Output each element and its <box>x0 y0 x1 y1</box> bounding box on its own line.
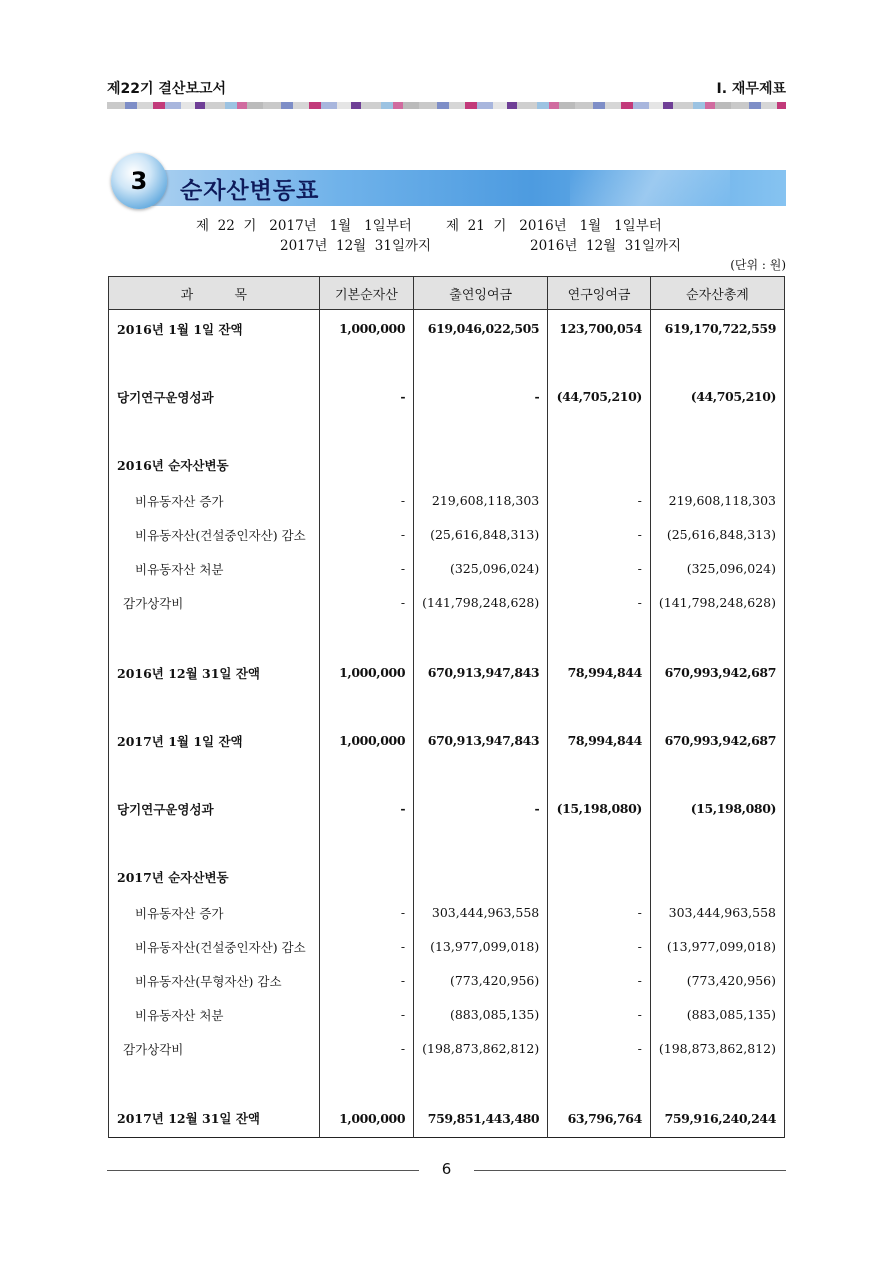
period-prior <box>446 216 681 256</box>
row-value: (198,873,862,812) <box>650 1032 784 1066</box>
period-current-end: 2017년 12월 31일까지 <box>280 238 432 254</box>
row-value <box>414 692 548 722</box>
row-label: 당기연구운영성과 <box>109 790 320 828</box>
row-label: 2016년 순자산변동 <box>109 446 320 484</box>
row-value <box>650 692 784 722</box>
row-value: - <box>319 484 414 518</box>
row-label: 2016년 1월 1일 잔액 <box>109 310 320 348</box>
row-label: 2017년 12월 31일 잔액 <box>109 1100 320 1138</box>
period-current-start: 제 22 기 2017년 1월 1일부터 <box>196 218 412 234</box>
row-value: 63,796,764 <box>548 1100 651 1138</box>
row-label: 비유동자산(건설중인자산) 감소 <box>109 930 320 964</box>
row-value: 1,000,000 <box>319 654 414 692</box>
row-value: 219,608,118,303 <box>650 484 784 518</box>
header-stripe <box>107 102 786 109</box>
row-label: 당기연구운영성과 <box>109 378 320 416</box>
footer-rule-right <box>474 1170 786 1171</box>
row-value <box>319 692 414 722</box>
row-value: 1,000,000 <box>319 1100 414 1138</box>
row-value: (25,616,848,313) <box>650 518 784 552</box>
row-value: - <box>319 964 414 998</box>
row-value <box>319 828 414 858</box>
row-value: - <box>548 518 651 552</box>
row-value: (198,873,862,812) <box>414 1032 548 1066</box>
row-value: 670,913,947,843 <box>414 722 548 760</box>
row-label: 비유동자산 증가 <box>109 896 320 930</box>
row-value: (44,705,210) <box>650 378 784 416</box>
row-label <box>109 620 320 654</box>
row-value <box>319 348 414 378</box>
period-current <box>196 216 431 256</box>
row-value: 670,993,942,687 <box>650 722 784 760</box>
row-label: 2017년 1월 1일 잔액 <box>109 722 320 760</box>
row-value: 759,851,443,480 <box>414 1100 548 1138</box>
table-row <box>109 552 785 586</box>
row-value <box>414 760 548 790</box>
row-value: - <box>548 484 651 518</box>
row-value: - <box>319 586 414 620</box>
table-body <box>109 310 785 1138</box>
row-value: (141,798,248,628) <box>650 586 784 620</box>
row-value <box>548 620 651 654</box>
row-value <box>548 1066 651 1100</box>
net-asset-change-table <box>108 276 785 1138</box>
row-value: 123,700,054 <box>548 310 651 348</box>
row-value <box>650 760 784 790</box>
row-label <box>109 1066 320 1100</box>
row-value: - <box>548 896 651 930</box>
row-value <box>414 620 548 654</box>
row-value <box>319 1066 414 1100</box>
row-value: 303,444,963,558 <box>414 896 548 930</box>
row-value: - <box>548 552 651 586</box>
row-value <box>548 446 651 484</box>
report-title: 제22기 결산보고서 <box>107 81 227 97</box>
header-research-surplus: 연구잉여금 <box>548 277 651 310</box>
page-number: 6 <box>441 1160 452 1178</box>
row-value: (325,096,024) <box>650 552 784 586</box>
period-prior-end: 2016년 12월 31일까지 <box>530 238 682 254</box>
row-value: - <box>319 998 414 1032</box>
row-value <box>650 446 784 484</box>
row-value: - <box>319 518 414 552</box>
row-value <box>650 416 784 446</box>
section-title: 순자산변동표 <box>180 178 320 204</box>
table-row <box>109 930 785 964</box>
row-value <box>650 858 784 896</box>
table-row <box>109 1066 785 1100</box>
row-value: 670,993,942,687 <box>650 654 784 692</box>
row-value: (15,198,080) <box>548 790 651 828</box>
row-label <box>109 692 320 722</box>
table-row <box>109 484 785 518</box>
row-value <box>650 828 784 858</box>
section-number: 3 <box>130 167 148 195</box>
row-value: - <box>319 896 414 930</box>
row-label <box>109 348 320 378</box>
table-row <box>109 518 785 552</box>
row-value: - <box>414 790 548 828</box>
row-label: 감가상각비 <box>109 1032 320 1066</box>
row-value: (13,977,099,018) <box>650 930 784 964</box>
row-value: 303,444,963,558 <box>650 896 784 930</box>
row-value <box>319 760 414 790</box>
table-row <box>109 416 785 446</box>
row-value: - <box>548 1032 651 1066</box>
row-value <box>319 446 414 484</box>
row-value <box>650 348 784 378</box>
row-value <box>548 692 651 722</box>
table-row <box>109 310 785 348</box>
row-value: (325,096,024) <box>414 552 548 586</box>
table-row <box>109 1100 785 1138</box>
section-label: Ⅰ. 재무제표 <box>716 81 786 97</box>
row-label <box>109 760 320 790</box>
row-label: 감가상각비 <box>109 586 320 620</box>
period-prior-start: 제 21 기 2016년 1월 1일부터 <box>446 218 662 234</box>
row-value <box>414 1066 548 1100</box>
row-value: - <box>319 790 414 828</box>
unit-label: (단위 : 원) <box>730 258 786 272</box>
row-value <box>548 416 651 446</box>
row-value <box>650 1066 784 1100</box>
row-value: 619,170,722,559 <box>650 310 784 348</box>
table-row <box>109 998 785 1032</box>
row-value: 78,994,844 <box>548 654 651 692</box>
row-value: 619,046,022,505 <box>414 310 548 348</box>
table-row <box>109 760 785 790</box>
row-value <box>414 348 548 378</box>
row-value <box>414 416 548 446</box>
header-contributed-surplus: 출연잉여금 <box>414 277 548 310</box>
row-value: - <box>414 378 548 416</box>
row-value: (883,085,135) <box>650 998 784 1032</box>
row-value <box>319 858 414 896</box>
row-value: - <box>319 378 414 416</box>
table-row <box>109 828 785 858</box>
table-row <box>109 378 785 416</box>
row-value: (141,798,248,628) <box>414 586 548 620</box>
section-number-badge <box>111 153 167 209</box>
footer-rule-left <box>107 1170 419 1171</box>
table-row <box>109 896 785 930</box>
row-value <box>414 858 548 896</box>
row-value <box>319 620 414 654</box>
row-value: (773,420,956) <box>650 964 784 998</box>
row-label: 비유동자산(무형자산) 감소 <box>109 964 320 998</box>
row-value: 759,916,240,244 <box>650 1100 784 1138</box>
row-value: - <box>548 930 651 964</box>
row-value <box>319 416 414 446</box>
row-value: - <box>548 964 651 998</box>
table-row <box>109 1032 785 1066</box>
table-row <box>109 586 785 620</box>
row-value <box>548 348 651 378</box>
table-row <box>109 348 785 378</box>
row-value <box>548 760 651 790</box>
header-basic-net-assets: 기본순자산 <box>319 277 414 310</box>
row-label: 2017년 순자산변동 <box>109 858 320 896</box>
table-row <box>109 446 785 484</box>
row-value: 670,913,947,843 <box>414 654 548 692</box>
row-value: - <box>319 552 414 586</box>
row-value <box>548 858 651 896</box>
row-value: 1,000,000 <box>319 310 414 348</box>
row-label: 2016년 12월 31일 잔액 <box>109 654 320 692</box>
table-row <box>109 858 785 896</box>
row-value: (15,198,080) <box>650 790 784 828</box>
row-value: (13,977,099,018) <box>414 930 548 964</box>
table-row <box>109 790 785 828</box>
row-label <box>109 416 320 446</box>
table-row <box>109 692 785 722</box>
row-value: - <box>548 586 651 620</box>
table-row <box>109 620 785 654</box>
table-header-row <box>109 277 785 310</box>
row-value <box>548 828 651 858</box>
row-value: - <box>319 1032 414 1066</box>
table-row <box>109 964 785 998</box>
row-value <box>650 620 784 654</box>
row-value: 219,608,118,303 <box>414 484 548 518</box>
row-value <box>414 446 548 484</box>
row-label: 비유동자산(건설중인자산) 감소 <box>109 518 320 552</box>
row-value: (773,420,956) <box>414 964 548 998</box>
row-value: - <box>319 930 414 964</box>
row-value: 78,994,844 <box>548 722 651 760</box>
header-total-net-assets: 순자산총계 <box>650 277 784 310</box>
row-value: 1,000,000 <box>319 722 414 760</box>
row-label <box>109 828 320 858</box>
row-value: (25,616,848,313) <box>414 518 548 552</box>
row-value: (44,705,210) <box>548 378 651 416</box>
row-label: 비유동자산 처분 <box>109 998 320 1032</box>
row-value <box>414 828 548 858</box>
table-row <box>109 722 785 760</box>
table-row <box>109 654 785 692</box>
row-value: (883,085,135) <box>414 998 548 1032</box>
header-account: 과 목 <box>109 277 320 310</box>
row-value: - <box>548 998 651 1032</box>
row-label: 비유동자산 처분 <box>109 552 320 586</box>
row-label: 비유동자산 증가 <box>109 484 320 518</box>
